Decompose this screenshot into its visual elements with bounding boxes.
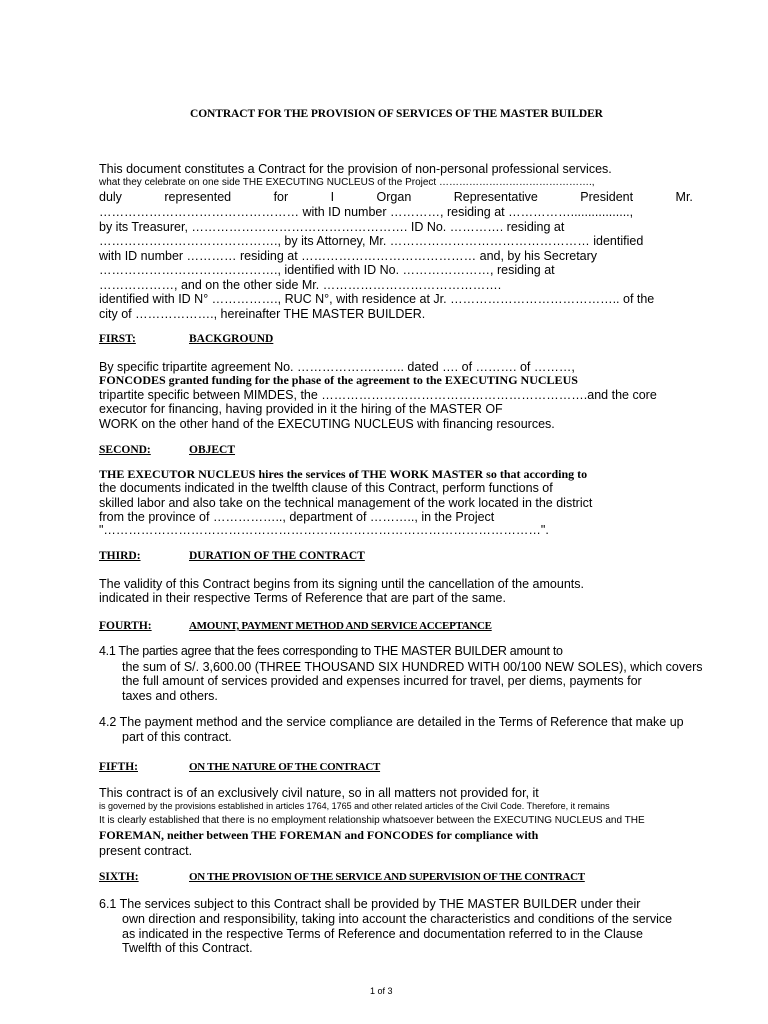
fifth-line-4: FOREMAN, neither between THE FOREMAN and FONCODES for compliance with xyxy=(99,828,539,842)
section-sixth-label: SIXTH: xyxy=(99,871,139,883)
second-line-1: THE EXECUTOR NUCLEUS hires the services of THE WORK MASTER so that according to xyxy=(99,467,588,481)
intro-word: Representative xyxy=(453,190,538,204)
document-title: CONTRACT FOR THE PROVISION OF SERVICES OF THE MASTER BUILDER xyxy=(190,108,603,120)
section-fourth-heading: AMOUNT, PAYMENT METHOD AND SERVICE ACCEPTANCE xyxy=(189,620,492,632)
intro-line-3 xyxy=(99,191,693,204)
section-sixth-heading: ON THE PROVISION OF THE SERVICE AND SUPERVISION OF THE CONTRACT xyxy=(189,871,585,883)
intro-word: President xyxy=(580,190,634,204)
intro-line-2: what they celebrate on one side THE EXECUTING NUCLEUS of the Project ………………………………………., xyxy=(99,177,595,188)
intro-word: I xyxy=(330,190,335,204)
section-second-label: SECOND: xyxy=(99,444,151,456)
intro-line-1: This document constitutes a Contract for the provision of non-personal professional services. xyxy=(99,162,612,176)
fourth-para2-line-1: 4.2 The payment method and the service compliance are detailed in the Terms of Reference that make up xyxy=(99,715,684,729)
intro-line-4: ………………………………………… with ID number …………, residing at ……………................., xyxy=(99,205,634,219)
first-line-1: By specific tripartite agreement No. …………………….. dated …. of ………. of ………, xyxy=(99,360,575,374)
intro-word: Organ xyxy=(376,190,412,204)
section-third-label: THIRD: xyxy=(99,550,141,562)
section-first-label: FIRST: xyxy=(99,333,136,345)
intro-line-5: by its Treasurer, ……………………………………………. ID No. …………. residing at xyxy=(99,220,565,234)
page-number: 1 of 3 xyxy=(370,986,393,996)
intro-word: duly xyxy=(99,190,122,204)
fourth-para1-line-3: the full amount of services provided and expenses incurred for travel, per diems, payments for xyxy=(122,674,642,688)
second-line-2: the documents indicated in the twelfth clause of this Contract, perform functions of xyxy=(99,481,553,495)
fourth-para1-line-4: taxes and others. xyxy=(122,689,218,703)
intro-line-10: identified with ID N° ……………., RUC N°, with residence at Jr. ………………………………….. of the xyxy=(99,292,655,306)
third-line-2: indicated in their respective Terms of Reference that are part of the same. xyxy=(99,591,506,605)
intro-line-7: with ID number ………… residing at …………………………………… and, by his Secretary xyxy=(99,249,598,263)
second-line-4: from the province of …………….., department of ……….., in the Project xyxy=(99,510,495,524)
fourth-para1-line-1: 4.1 The parties agree that the fees corresponding to THE MASTER BUILDER amount to xyxy=(99,644,563,658)
fourth-para1-line-2: the sum of S/. 3,600.00 (THREE THOUSAND SIX HUNDRED WITH 00/100 NEW SOLES), which covers xyxy=(122,660,703,674)
first-line-2: FONCODES granted funding for the phase of the agreement to the EXECUTING NUCLEUS xyxy=(99,373,578,387)
second-line-5: "……………………………………………………………………………………………". xyxy=(99,523,549,537)
sixth-line-3: as indicated in the respective Terms of Reference and documentation referred to in the Clause xyxy=(122,927,643,941)
intro-word: represented xyxy=(164,190,232,204)
section-fifth-heading: ON THE NATURE OF THE CONTRACT xyxy=(189,761,381,773)
fifth-line-1: This contract is of an exclusively civil nature, so in all matters not provided for, it xyxy=(99,786,539,800)
section-fifth-label: FIFTH: xyxy=(99,761,138,773)
sixth-line-2: own direction and responsibility, taking into account the characteristics and conditions of the service xyxy=(122,912,673,926)
intro-line-8: ……………………………………., identified with ID No. …………………, residing at xyxy=(99,263,555,277)
third-line-1: The validity of this Contract begins from its signing until the cancellation of the amounts. xyxy=(99,577,584,591)
sixth-line-1: 6.1 The services subject to this Contract shall be provided by THE MASTER BUILDER under their xyxy=(99,897,641,911)
intro-line-9: ………………, and on the other side Mr. ……………………………………. xyxy=(99,278,502,292)
first-line-5: WORK on the other hand of the EXECUTING NUCLEUS with financing resources. xyxy=(99,417,555,431)
intro-word: Mr. xyxy=(675,190,693,204)
fifth-line-5: present contract. xyxy=(99,844,193,858)
section-fourth-label: FOURTH: xyxy=(99,620,152,632)
intro-line-11: city of ………………., hereinafter THE MASTER BUILDER. xyxy=(99,307,426,321)
section-first-heading: BACKGROUND xyxy=(189,333,274,345)
section-third-heading: DURATION OF THE CONTRACT xyxy=(189,550,365,562)
fifth-line-2: is governed by the provisions established in articles 1764, 1765 and other related articles of the Civil Code. Therefore, it remains xyxy=(99,801,610,811)
fifth-line-3: It is clearly established that there is no employment relationship whatsoever between the EXECUTING NUCLEUS and THE xyxy=(99,815,645,826)
sixth-line-4: Twelfth of this Contract. xyxy=(122,941,253,955)
second-line-3: skilled labor and also take on the technical management of the work located in the district xyxy=(99,496,593,510)
section-second-heading: OBJECT xyxy=(189,444,236,456)
intro-line-6: ……………………………………., by its Attorney, Mr. ………………………………………… identified xyxy=(99,234,644,248)
intro-word: for xyxy=(273,190,289,204)
first-line-4: executor for financing, having provided in it the hiring of the MASTER OF xyxy=(99,402,503,416)
first-line-3: tripartite specific between MIMDES, the ……………………………………………………….and the core xyxy=(99,388,657,402)
fourth-para2-line-2: part of this contract. xyxy=(122,730,232,744)
